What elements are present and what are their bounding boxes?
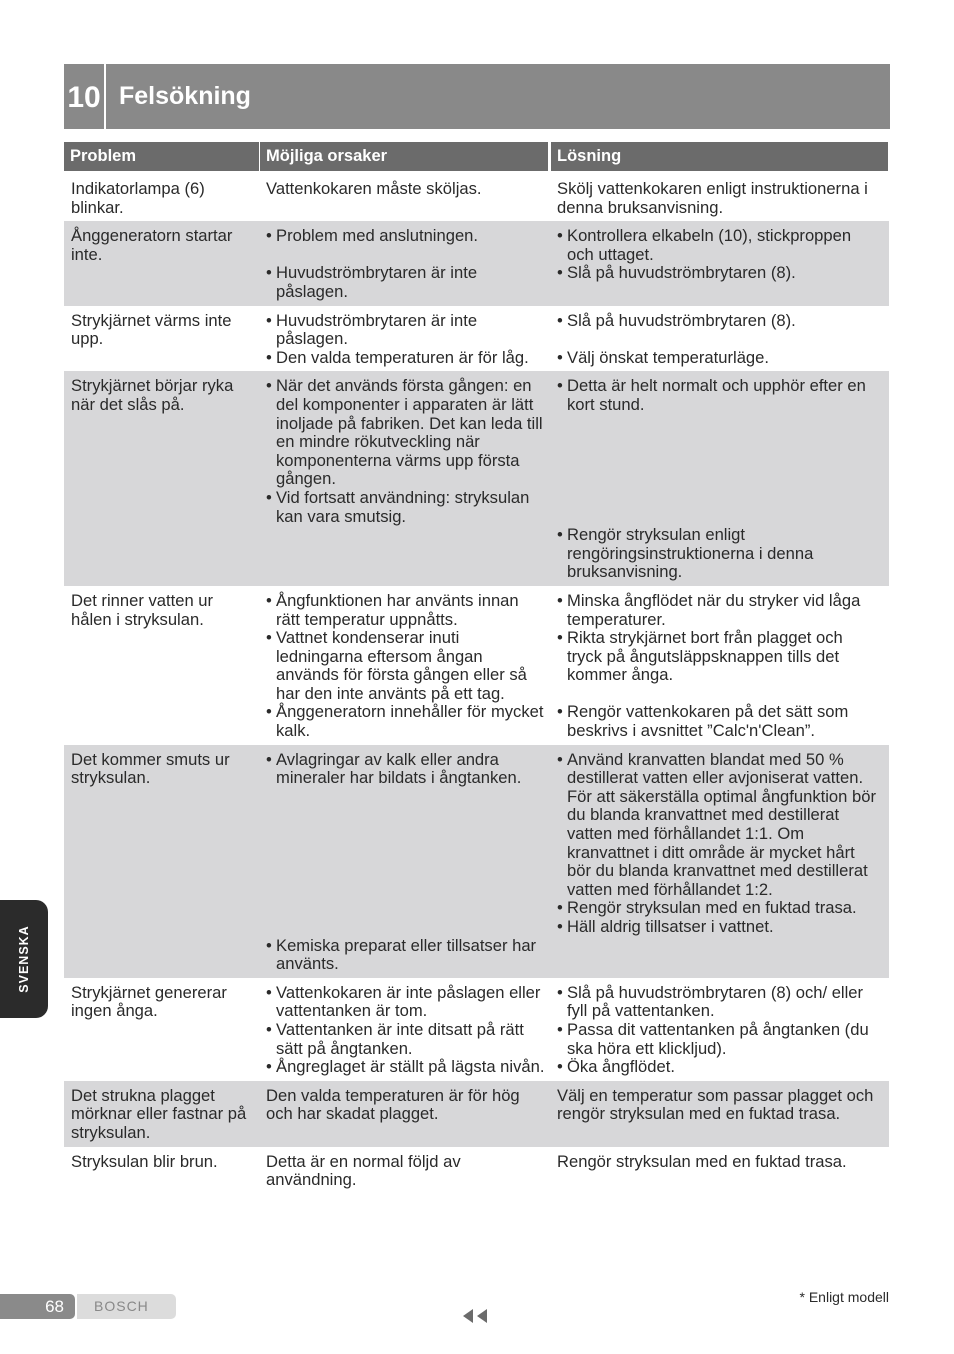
bullet-text: Huvudströmbrytaren är inte påslagen.: [276, 263, 478, 301]
double-left-arrow-icon[interactable]: [461, 1308, 489, 1329]
bullet-item: [266, 377, 546, 489]
bullet-text: Vattentanken är inte ditsatt på rätt sätt på ångtanken.: [276, 1020, 524, 1058]
bullet-item: [266, 312, 546, 349]
solutions-cell: [550, 377, 885, 582]
bullet-item: [557, 377, 881, 414]
bullet-text: Den valda temperaturen är för låg.: [276, 347, 529, 367]
table-row: [64, 221, 889, 305]
bullet-icon: •: [266, 590, 272, 610]
bullet-icon: •: [266, 226, 272, 246]
bullet-item: [557, 526, 881, 582]
bullet-text: Vattnet kondenserar inuti ledningarna eftersom ångan används för första gången eller så har den inte använts på ett tag.: [276, 628, 527, 703]
bullet-icon: •: [557, 1057, 563, 1077]
causes-cell: [260, 180, 550, 199]
bullet-icon: •: [266, 1057, 272, 1077]
bullet-icon: •: [266, 263, 272, 283]
bullet-item: [266, 1058, 546, 1077]
bullet-text: Problem med anslutningen.: [276, 226, 479, 246]
bullet-icon: •: [266, 749, 272, 769]
bullet-text: Kemiska preparat eller tillsatser har använts.: [276, 935, 537, 974]
bullet-text: Ångreglaget är ställt på lägsta nivån.: [276, 1057, 545, 1077]
bullet-text: Detta är helt normalt och upphör efter en kort stund.: [567, 376, 866, 414]
solutions-cell: [550, 180, 885, 217]
bullet-item: [266, 703, 546, 740]
chapter-header: [64, 64, 890, 129]
table-row: [64, 306, 889, 372]
bullet-item: [266, 937, 546, 974]
solutions-cell: [550, 751, 885, 937]
footnote: * Enligt modell: [799, 1289, 889, 1305]
bullet-text: Rikta strykjärnet bort från plagget och tryck på ångutsläppsknappen tills det kommer ånga.: [567, 628, 843, 685]
bullet-text: Rengör stryksulan med en fuktad trasa.: [567, 898, 857, 918]
bullet-icon: •: [557, 749, 563, 769]
causes-cell: [260, 227, 550, 301]
bullet-item: [266, 984, 546, 1021]
bullet-item: [557, 227, 881, 264]
spacer: [557, 685, 881, 704]
column-header-solution: Lösning: [551, 142, 888, 171]
problem-cell: Det strukna plagget mörknar eller fastnar på stryksulan.: [71, 1085, 247, 1142]
bullet-text: Välj önskat temperaturläge.: [567, 347, 770, 367]
solutions-cell: [550, 1087, 885, 1124]
problem-cell: Indikatorlampa (6) blinkar.: [71, 179, 205, 217]
spacer: [557, 330, 881, 349]
bullet-icon: •: [557, 590, 563, 610]
bullet-icon: •: [557, 310, 563, 330]
causes-cell: [260, 592, 550, 741]
bullet-item: [266, 592, 546, 629]
bullet-item: [557, 984, 881, 1021]
chapter-number: 10: [64, 64, 106, 129]
bullet-text: Ånggeneratorn innehåller för mycket kalk.: [276, 702, 544, 741]
bullet-icon: •: [557, 226, 563, 246]
table-row: [64, 1081, 889, 1147]
problem-cell: Ånggeneratorn startar inte.: [71, 226, 233, 264]
bullet-item: [557, 1058, 881, 1077]
bullet-icon: •: [557, 525, 563, 545]
solutions-cell: [550, 984, 885, 1077]
plain-text: Välj en temperatur som passar plagget och rengör stryksulan med en fuktad trasa.: [557, 1085, 874, 1124]
bullet-text: Slå på huvudströmbrytaren (8) och/ eller fyll på vattentanken.: [567, 982, 864, 1021]
bullet-icon: •: [266, 487, 272, 507]
bullet-item: [557, 918, 881, 937]
bullet-text: Ångfunktionen har använts innan rätt temperatur uppnåtts.: [276, 590, 519, 629]
spacer: [266, 788, 546, 937]
bullet-icon: •: [557, 702, 563, 722]
bullet-text: Minska ångflödet när du stryker vid låga temperaturer.: [567, 590, 861, 629]
bullet-icon: •: [557, 376, 563, 396]
bullet-icon: •: [557, 898, 563, 918]
problem-cell: Det kommer smuts ur stryksulan.: [71, 749, 230, 788]
bullet-icon: •: [557, 263, 563, 283]
bullet-item: [557, 899, 881, 918]
causes-cell: [260, 984, 550, 1077]
table-row: [64, 1147, 889, 1194]
solutions-cell: [550, 592, 885, 741]
bullet-text: Kontrollera elkabeln (10), stickproppen och uttaget.: [567, 226, 852, 264]
causes-cell: [260, 377, 550, 526]
bullet-item: [557, 1021, 881, 1058]
problem-cell: Stryksulan blir brun.: [71, 1151, 218, 1171]
bullet-text: Rengör vattenkokaren på det sätt som beskrivs i avsnittet ”Calc'n'Clean”.: [567, 702, 849, 741]
bullet-icon: •: [266, 628, 272, 648]
bullet-icon: •: [266, 982, 272, 1002]
bullet-icon: •: [266, 376, 272, 396]
page-number: 68: [0, 1294, 75, 1319]
column-header-causes: Möjliga orsaker: [260, 142, 548, 171]
bullet-text: Huvudströmbrytaren är inte påslagen.: [276, 310, 478, 349]
causes-cell: [260, 751, 550, 974]
bullet-text: Rengör stryksulan enligt rengöringsinstruktionerna i denna bruksanvisning.: [567, 525, 814, 582]
bullet-item: [557, 264, 881, 283]
bullet-icon: •: [557, 917, 563, 936]
bullet-item: [557, 312, 881, 331]
table-row: [64, 174, 889, 221]
table-row: [64, 586, 889, 745]
plain-text: Rengör stryksulan med en fuktad trasa.: [557, 1151, 847, 1171]
bullet-item: [266, 227, 546, 246]
plain-text: Den valda temperaturen är för hög och har skadat plagget.: [266, 1085, 520, 1124]
plain-text: Detta är en normal följd av användning.: [266, 1151, 461, 1190]
causes-cell: [260, 312, 550, 368]
troubleshooting-table: [64, 174, 889, 1194]
spacer: [266, 246, 546, 265]
bullet-text: Vid fortsatt användning: stryksulan kan vara smutsig.: [276, 487, 530, 526]
bullet-item: [266, 629, 546, 703]
problem-cell: Strykjärnet genererar ingen ånga.: [71, 982, 227, 1021]
bullet-icon: •: [557, 1020, 563, 1040]
solutions-cell: [550, 312, 885, 368]
solutions-cell: [550, 1153, 885, 1172]
causes-cell: [260, 1153, 550, 1190]
bullet-text: När det används första gången: en del komponenter i apparaten är lätt inoljade på fabriken. Det kan leda till en mindre rökutveckling när komponenterna värms upp första gången.: [276, 376, 543, 489]
bullet-item: [557, 592, 881, 629]
bullet-icon: •: [266, 347, 272, 367]
bullet-text: Vattenkokaren är inte påslagen eller vattentanken är tom.: [276, 982, 541, 1021]
bullet-item: [266, 751, 546, 788]
bullet-icon: •: [557, 982, 563, 1002]
bullet-item: [266, 1021, 546, 1058]
language-tab-label: SVENSKA: [17, 925, 31, 993]
bullet-item: [557, 629, 881, 685]
bullet-item: [266, 264, 546, 301]
problem-cell: Strykjärnet börjar ryka när det slås på.: [71, 376, 234, 414]
bullet-item: [266, 349, 546, 368]
column-header-problem: Problem: [64, 142, 259, 171]
bullet-icon: •: [557, 347, 563, 367]
problem-cell: Strykjärnet värms inte upp.: [71, 310, 232, 349]
bullet-icon: •: [266, 1020, 272, 1040]
bullet-item: [557, 349, 881, 368]
bullet-icon: •: [266, 935, 272, 955]
bullet-text: Avlagringar av kalk eller andra mineraler har bildats i ångtanken.: [276, 749, 522, 788]
plain-text: Skölj vattenkokaren enligt instruktionerna i denna bruksanvisning.: [557, 179, 868, 217]
bullet-text: Passa dit vattentanken på ångtanken (du ska höra ett klickljud).: [567, 1020, 869, 1058]
chapter-title: Felsökning: [119, 82, 251, 110]
spacer: [557, 415, 881, 527]
table-row: [64, 371, 889, 586]
bullet-icon: •: [266, 702, 272, 722]
bullet-text: Häll aldrig tillsatser i vattnet.: [567, 917, 774, 936]
table-row: [64, 745, 889, 978]
causes-cell: [260, 1087, 550, 1124]
plain-text: Vattenkokaren måste sköljas.: [266, 179, 482, 198]
bullet-item: [557, 703, 881, 740]
bullet-item: [557, 751, 881, 900]
table-row: [64, 978, 889, 1081]
bullet-item: [266, 489, 546, 526]
bullet-text: Slå på huvudströmbrytaren (8).: [567, 310, 796, 330]
brand-label: BOSCH: [77, 1294, 176, 1319]
bullet-text: Öka ångflödet.: [567, 1057, 675, 1077]
bullet-icon: •: [266, 310, 272, 330]
bullet-text: Använd kranvatten blandat med 50 % destillerat vatten eller avjoniserat vatten. För att säkerställa optimal ångfunktion bör du blanda kranvattnet med destillerat vatten med förhållandet 1:1. Om kranvattnet i ditt område är mycket hårt bör du blanda kranvattnet med destillerat vatten med förhållandet 1:2.: [567, 749, 876, 899]
bullet-icon: •: [557, 628, 563, 648]
bullet-text: Slå på huvudströmbrytaren (8).: [567, 263, 796, 283]
solutions-cell: [550, 227, 885, 283]
language-tab: [0, 900, 48, 1018]
problem-cell: Det rinner vatten ur hålen i stryksulan.: [71, 590, 214, 629]
